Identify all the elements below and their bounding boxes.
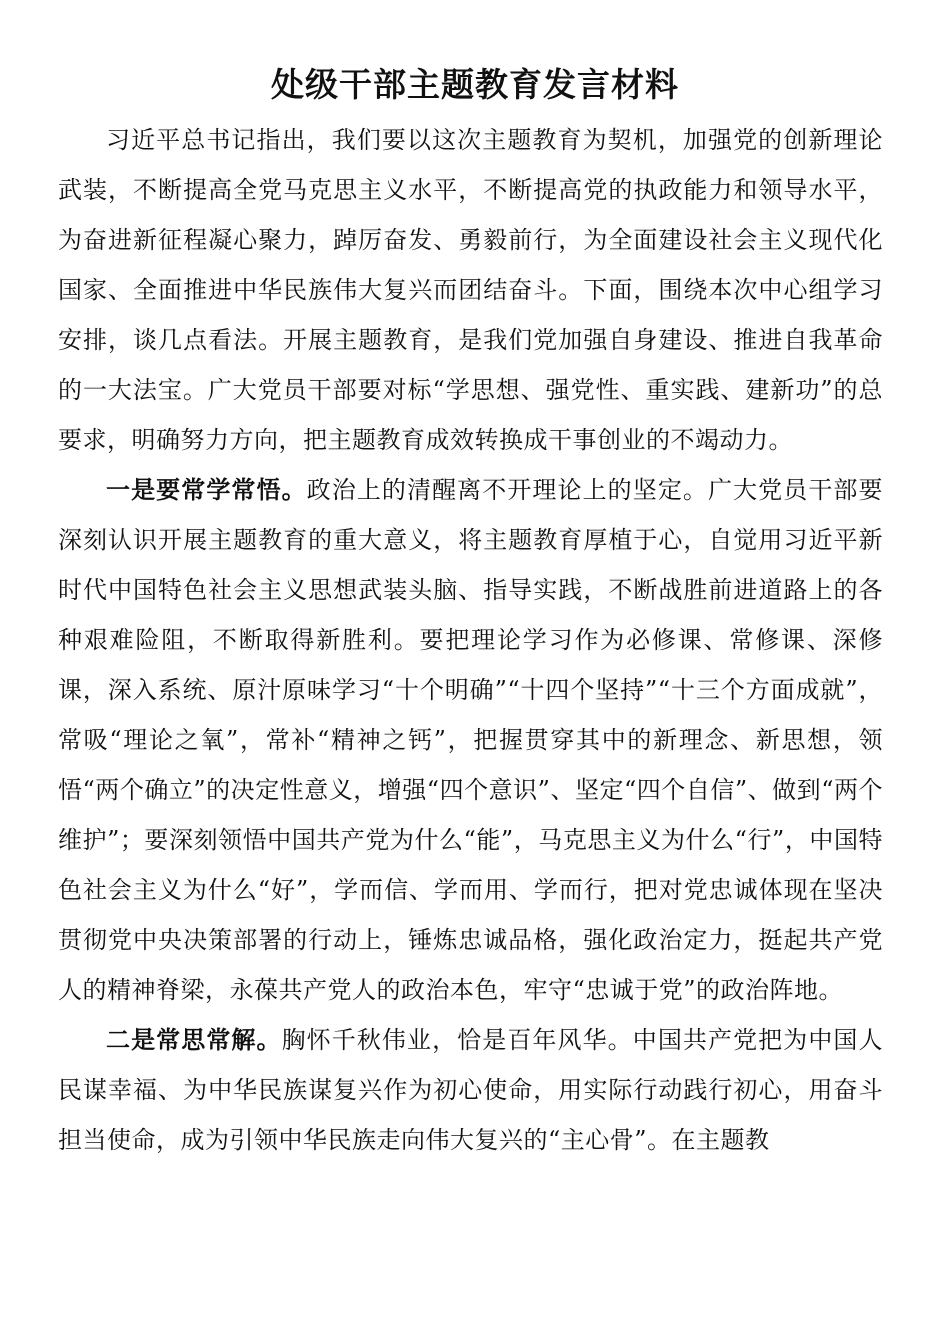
paragraph-point-two [58, 1015, 883, 1165]
paragraph-point-two-text: 胸怀千秋伟业，恰是百年风华。中国共产党把为中国人民谋幸福、为中华民族谋复兴作为初心使命，用实际行动践行初心，用奋斗担当使命，成为引领中华民族走向伟大复兴的“主心骨”。在主题教 [58, 1026, 884, 1154]
document-body [58, 115, 883, 1165]
paragraph-point-one [58, 465, 883, 1015]
paragraph-point-one-heading: 一是要常学常悟。 [106, 475, 307, 504]
paragraph-point-two-heading: 二是常思常解。 [106, 1025, 282, 1054]
paragraph-intro-text: 习近平总书记指出，我们要以这次主题教育为契机，加强党的创新理论武装，不断提高全党马克思主义水平，不断提高党的执政能力和领导水平，为奋进新征程凝心聚力，踔厉奋发、勇毅前行，为全面建设社会主义现代化国家、全面推进中华民族伟大复兴而团结奋斗。下面，围绕本次中心组学习安排，谈几点看法。开展主题教育，是我们党加强自身建设、推进自我革命的一大法宝。广大党员干部要对标“学思想、强党性、重实践、建新功”的总要求，明确努力方向，把主题教育成效转换成干事创业的不竭动力。 [58, 126, 883, 454]
paragraph-intro [58, 115, 883, 465]
paragraph-point-one-text: 政治上的清醒离不开理论上的坚定。广大党员干部要深刻认识开展主题教育的重大意义，将主题教育厚植于心，自觉用习近平新时代中国特色社会主义思想武装头脑、指导实践，不断战胜前进道路上的各种艰难险阻，不断取得新胜利。要把理论学习作为必修课、常修课、深修课，深入系统、原汁原味学习“十个明确”“十四个坚持”“十三个方面成就”，常吸“理论之氧”，常补“精神之钙”，把握贯穿其中的新理念、新思想，领悟“两个确立”的决定性意义，增强“四个意识”、坚定“四个自信”、做到“两个维护”；要深刻领悟中国共产党为什么“能”，马克思主义为什么“行”，中国特色社会主义为什么“好”，学而信、学而用、学而行，把对党忠诚体现在坚决贯彻党中央决策部署的行动上，锤炼忠诚品格，强化政治定力，挺起共产党人的精神脊梁，永葆共产党人的政治本色，牢守“忠诚于党”的政治阵地。 [58, 476, 884, 1004]
document-title: 处级干部主题教育发言材料 [271, 65, 679, 104]
